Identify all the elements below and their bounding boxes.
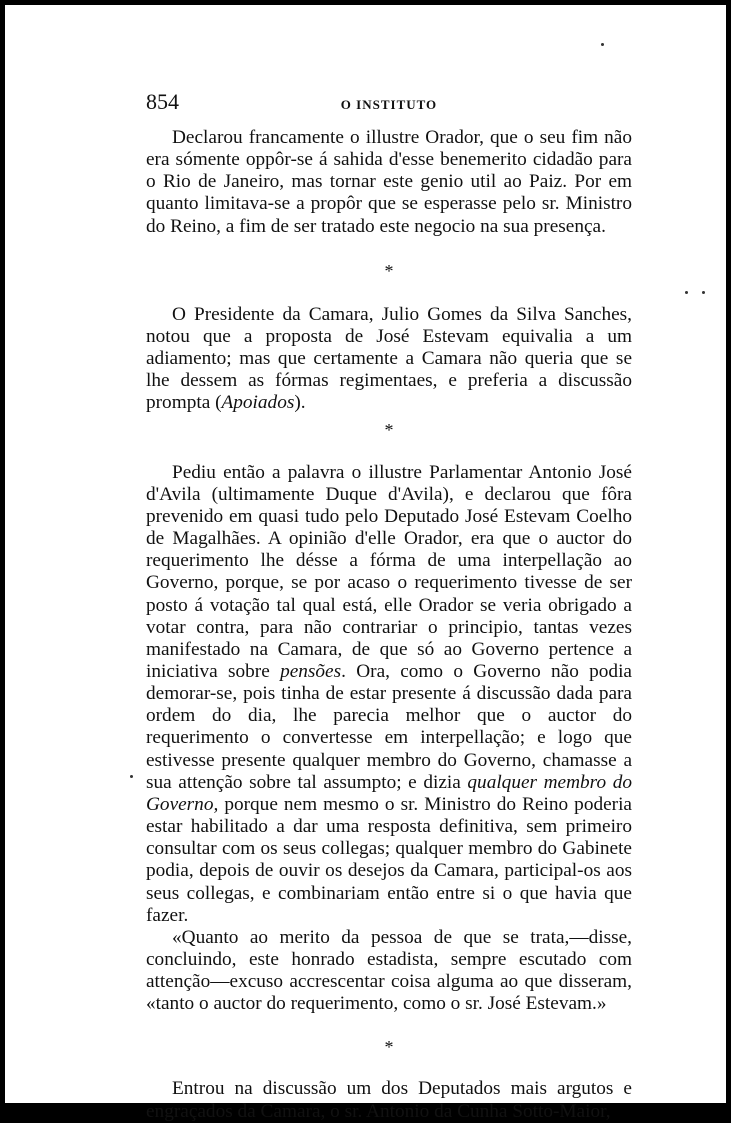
paragraph-3 <box>146 462 632 927</box>
paragraph-3-text-c: porque nem mesmo o sr. Ministro do Reino poderia estar habilitado a dar uma resposta definitiva, sem primeiro consultar com os seus collegas; qualquer membro do Gabinete podia, depois de ouvir os desejos da Camara, participal-os aos seus collegas, e combinariam então entre si o que havia que fazer. <box>146 793 632 926</box>
paragraph-4: «Quanto ao merito da pessoa de que se trata,—disse, concluindo, este honrado estadista, sempre escutado com attenção—excuso accrescentar coisa alguma ao que disseram, «tanto o auctor do requerimento, como o sr. José Estevam.» <box>146 926 632 1015</box>
scan-speck <box>601 43 604 46</box>
scan-speck <box>685 291 688 294</box>
paragraph-1: Declarou francamente o illustre Orador, que o seu fim não era sómente oppôr-se á sahida d'esse benemerito cidadão para o Rio de Janeiro, mas tornar este genio util ao Paiz. Por em quanto limitava-se a propôr que se esperasse pelo sr. Ministro do Reino, a fim de ser tratado este negocio na sua presença. <box>146 127 632 237</box>
paragraph-3-text-a: Pediu então a palavra o illustre Parlamentar Antonio José d'Avila (ultimamente Duque d'Avila), e declarou que fôra prevenido em quasi tudo pelo Deputado José Estevam Coelho de Magalhães. A opinião d'elle Orador, era que o auctor do requerimento lhe désse a fórma de uma interpellação ao Governo, porque, se por acaso o requerimento tivesse de ser posto á votação tal qual está, elle Orador se veria obrigado a votar contra, para não contrariar o principio, tantas vezes manifestado na Camara, de que só ao Governo pertence a iniciativa sobre <box>146 461 632 682</box>
paragraph-3-italic-2: qualquer membro do Governo, <box>146 771 632 815</box>
body-text <box>146 127 632 1123</box>
page-header <box>146 89 632 117</box>
scan-speck <box>130 775 133 778</box>
scan-speck <box>702 291 705 294</box>
paragraph-2-text: O Presidente da Camara, Julio Gomes da Silva Sanches, notou que a proposta de José Estevam equivalia a um adiamento; mas que certamente a Camara não queria que se lhe dessem as fórmas regimentaes, e preferia a discussão prompta ( <box>146 303 632 414</box>
section-separator-3: * <box>384 1037 394 1058</box>
paragraph-2 <box>146 304 632 415</box>
page-number: 854 <box>146 89 179 114</box>
paragraph-2-end: ). <box>294 392 306 414</box>
document-page <box>5 5 726 1122</box>
paragraph-2-italic: Apoiados <box>221 392 295 414</box>
section-separator-2: * <box>384 419 394 440</box>
running-title: O INSTITUTO <box>340 97 438 112</box>
paragraph-5: Entrou na discussão um dos Deputados mais argutos e engraçados da Camara, o sr. Antonio da Cunha Sotto-Maior, <box>146 1078 632 1122</box>
paragraph-3-text-b: . Ora, como o Governo não podia demorar-se, pois tinha de estar presente á discussão dada para ordem do dia, lhe parecia melhor que o auctor do requerimento o convertesse em interpellação; e logo que estivesse presente qualquer membro do Governo, chamasse a sua attenção sobre tal assumpto; e dizia <box>146 660 632 793</box>
paragraph-3-italic-1: pensões <box>280 660 342 682</box>
section-separator-1: * <box>384 260 394 281</box>
